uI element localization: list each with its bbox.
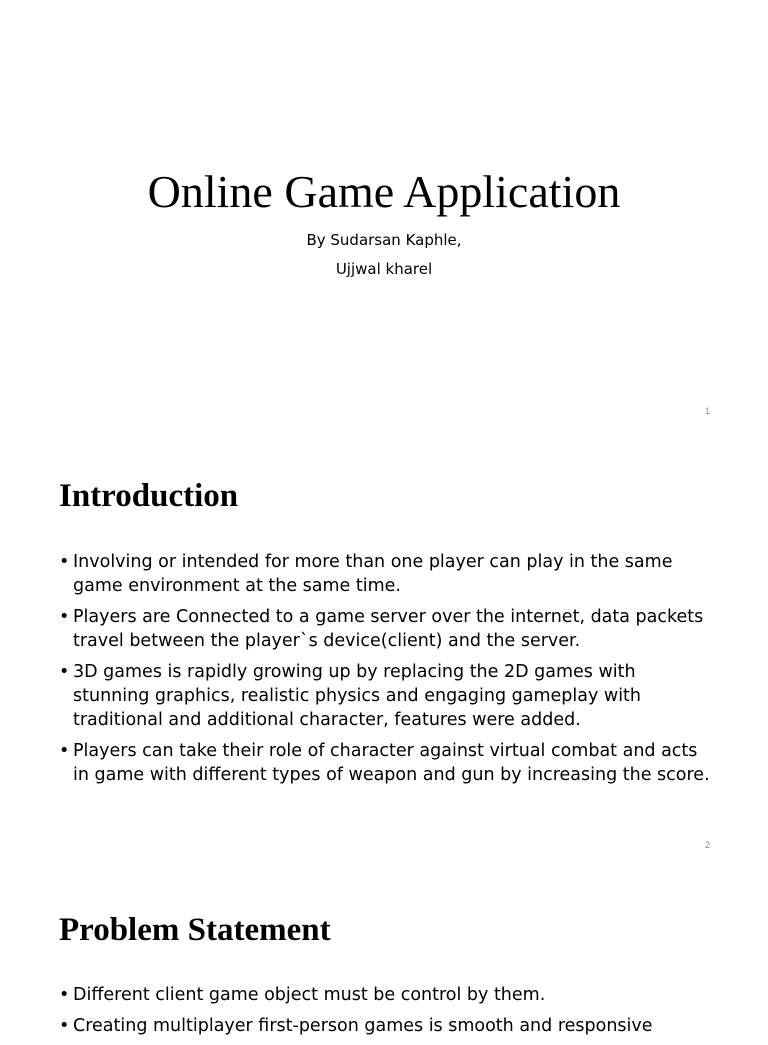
list-item — [59, 605, 711, 653]
list-item-text: Different client game object must be control by them. — [73, 985, 546, 1005]
list-item-text: 3D games is rapidly growing up by replacing the 2D games with stunning graphics, realistic physics and engaging gameplay with traditional and additional character, features were added. — [73, 662, 642, 730]
bullet-icon: • — [59, 741, 70, 761]
bullet-icon: • — [59, 662, 70, 682]
list-item — [59, 550, 711, 598]
title-slide — [0, 0, 768, 432]
bullet-list — [59, 983, 711, 1045]
slide-number: 2 — [704, 840, 710, 850]
problem-statement-slide — [0, 868, 768, 1036]
list-item-text: Creating multiplayer first-person games is smooth and responsive — [73, 1016, 653, 1036]
bullet-icon: • — [59, 1016, 70, 1036]
list-item-text: Players can take their role of character against virtual combat and acts in game with different types of weapon and gun by increasing the score. — [73, 741, 710, 785]
author-line-1: By Sudarsan Kaphle, — [306, 231, 462, 249]
list-item — [59, 739, 711, 787]
list-item — [59, 1014, 711, 1038]
bullet-icon: • — [59, 552, 70, 572]
list-item — [59, 660, 711, 732]
author-line-2: Ujjwal kharel — [335, 260, 433, 278]
bullet-icon: • — [59, 607, 70, 627]
bullet-icon: • — [59, 985, 70, 1005]
list-item — [59, 983, 711, 1007]
list-item-text: Involving or intended for more than one player can play in the same game environment at the same time. — [73, 552, 673, 596]
bullet-list — [59, 550, 711, 794]
introduction-slide — [0, 434, 768, 866]
slide-heading: Problem Statement — [59, 912, 331, 948]
slide-heading: Introduction — [59, 478, 239, 514]
slide-number: 1 — [704, 406, 710, 416]
presentation-title: Online Game Application — [147, 166, 621, 217]
list-item-text: Players are Connected to a game server over the internet, data packets travel between the player`s device(client) and the server. — [73, 607, 704, 651]
